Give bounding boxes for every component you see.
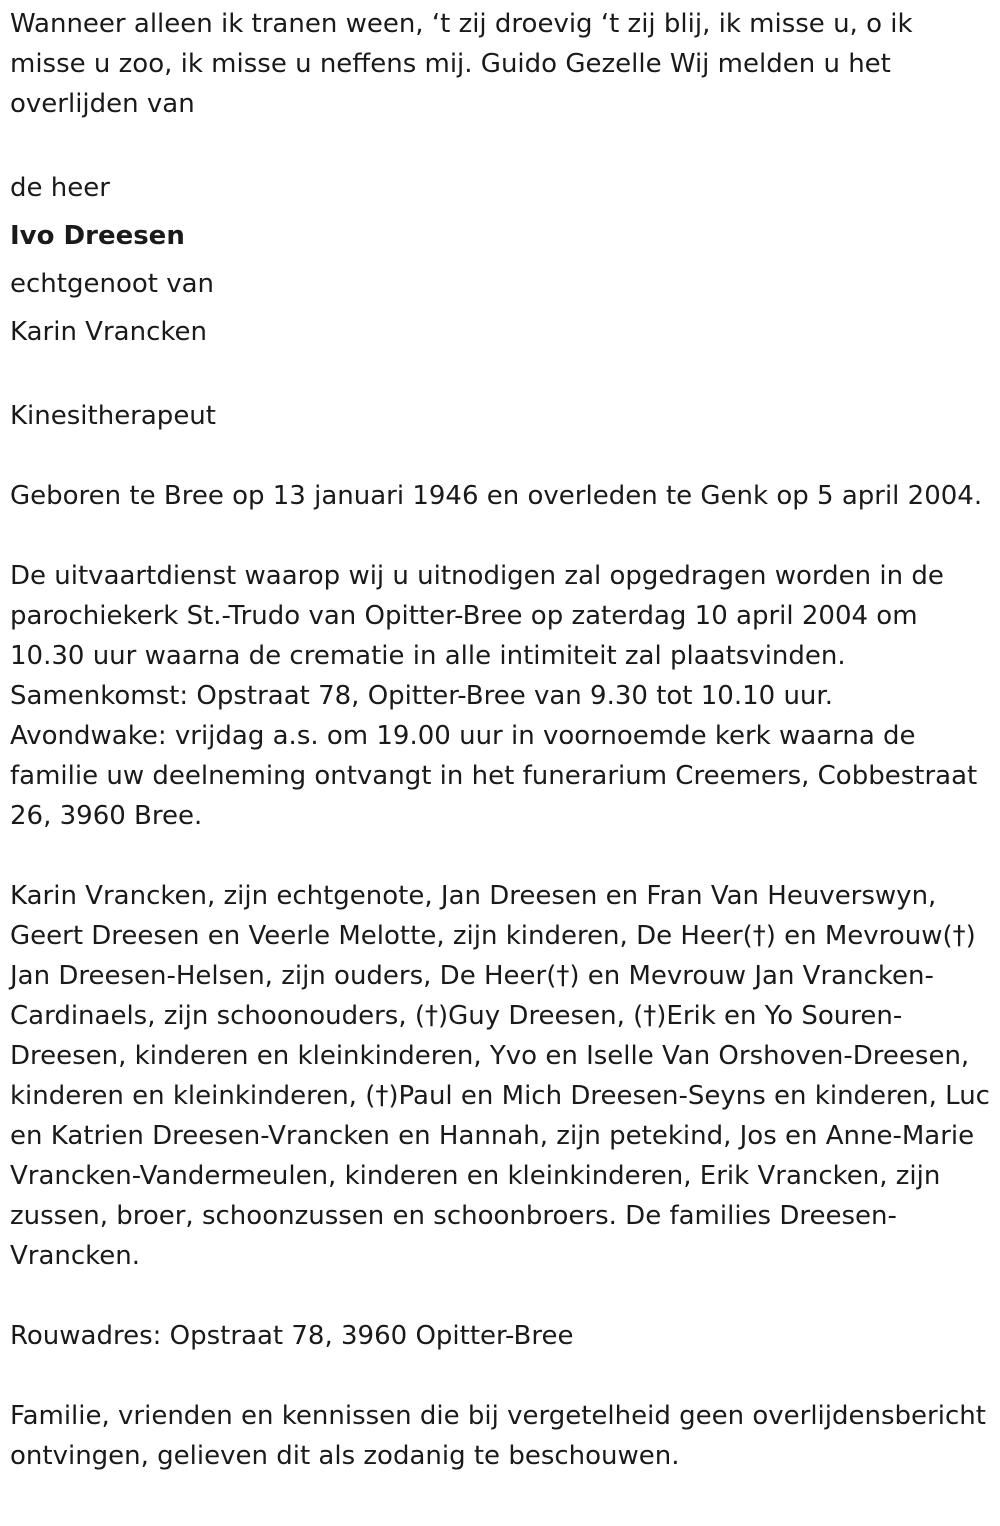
funeral-service: De uitvaartdienst waarop wij u uitnodigen zal opgedragen worden in de parochiekerk St.-Trudo van Opitter-Bree op zaterdag 10 april 2004 om 10.30 uur waarna de crematie in alle intimiteit zal plaatsvinden.: [10, 561, 944, 671]
profession: Kinesitherapeut: [10, 401, 216, 431]
deceased-name: Ivo Dreesen: [10, 221, 185, 251]
deceased-block: [10, 164, 990, 356]
service-details: [10, 556, 990, 836]
mourning-address: Rouwadres: Opstraat 78, 3960 Opitter-Bree: [10, 1321, 574, 1351]
birth-death-details: Geboren te Bree op 13 januari 1946 en overleden te Genk op 5 april 2004.: [10, 481, 983, 511]
wake-info: Avondwake: vrijdag a.s. om 19.00 uur in voornoemde kerk waarna de familie uw deelneming ontvangt in het funerarium Creemers, Cobbestraat 26, 3960 Bree.: [10, 721, 978, 831]
spouse-name: Karin Vrancken: [10, 317, 207, 347]
spouse-label: echtgenoot van: [10, 269, 215, 299]
salutation: de heer: [10, 173, 110, 203]
gathering-info: Samenkomst: Opstraat 78, Opitter-Bree van 9.30 tot 10.10 uur.: [10, 681, 833, 711]
family-list: Karin Vrancken, zijn echtgenote, Jan Dreesen en Fran Van Heuverswyn, Geert Dreesen en Veerle Melotte, zijn kinderen, De Heer(†) en Mevrouw(†) Jan Dreesen-Helsen, zijn ouders, De Heer(†) en Mevrouw Jan Vrancken-Cardinaels, zijn schoonouders, (†)Guy Dreesen, (†)Erik en Yo Souren-Dreesen, kinderen en kleinkinderen, Yvo en Iselle Van Orshoven-Dreesen, kinderen en kleinkinderen, (†)Paul en Mich Dreesen-Seyns en kinderen, Luc en Katrien Dreesen-Vrancken en Hannah, zijn petekind, Jos en Anne-Marie Vrancken-Vandermeulen, kinderen en kleinkinderen, Erik Vrancken, zijn zussen, broer, schoonzussen en schoonbroers. De families Dreesen-Vrancken.: [10, 881, 990, 1271]
opening-poem: Wanneer alleen ik tranen ween, ‘t zij droevig ‘t zij blij, ik misse u, o ik misse u zoo, ik misse u neffens mij. Guido Gezelle Wij melden u het overlijden van: [10, 9, 913, 119]
closing-note: Familie, vrienden en kennissen die bij vergetelheid geen overlijdensbericht ontvingen, gelieven dit als zodanig te beschouwen.: [10, 1401, 986, 1471]
